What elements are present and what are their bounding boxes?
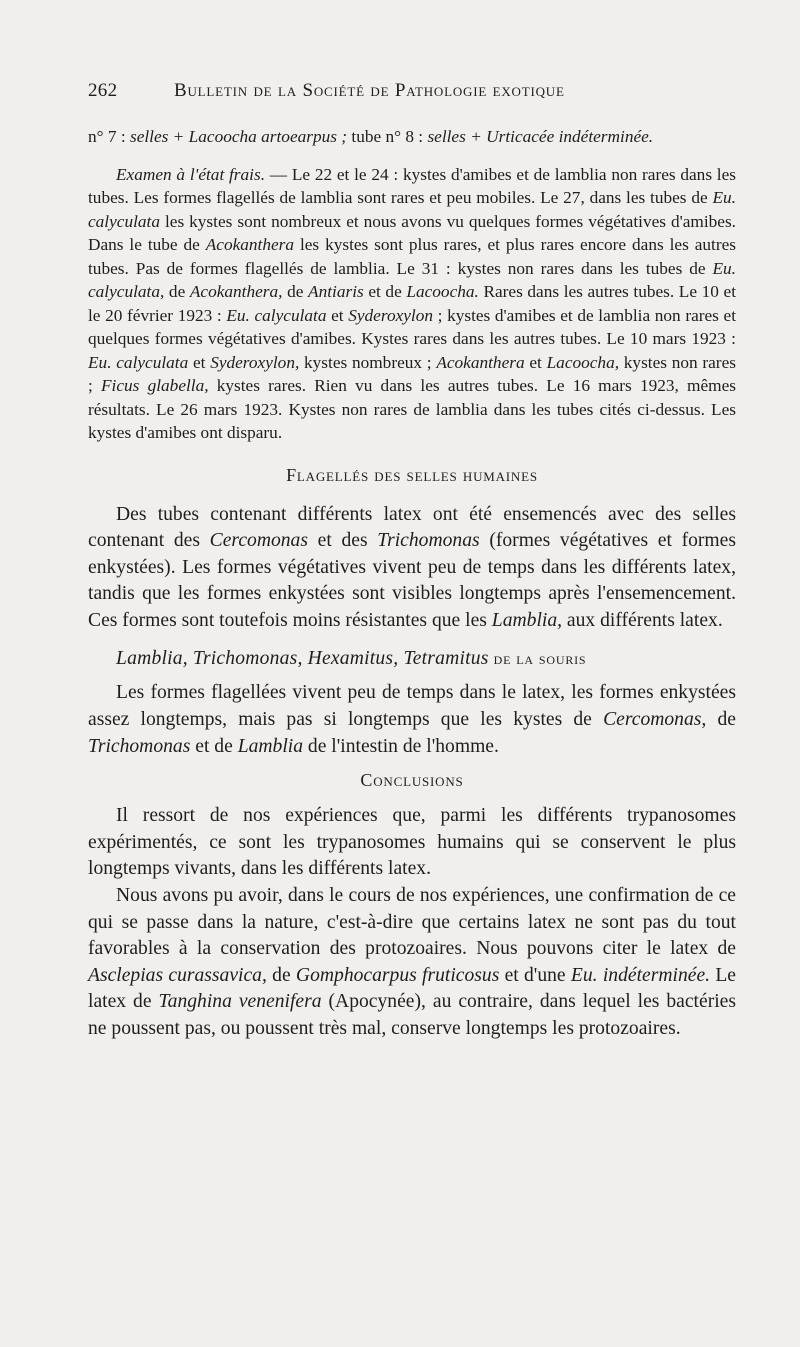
section-heading-souris: Lamblia, Trichomonas, Hexamitus, Tetramitus de la souris — [116, 648, 587, 670]
paragraph-tube-list: n° 7 : selles + Lacoocha artoearpus ; tube n° 8 : selles + Urticacée indéterminée. — [88, 127, 654, 146]
page-header — [88, 80, 748, 110]
page-number: 262 — [88, 80, 118, 101]
paragraph-conclusion-1: Il ressort de nos expériences que, parmi les différents trypanosomes expérimentés, ce sont les trypanosomes humains qui se conservent le plus longtemps vivants, dans les différents latex. — [88, 805, 736, 880]
paragraph-flagelles: Des tubes contenant différents latex ont été ensemencés avec des selles contenant des Cercomonas et des Trichomonas (formes végétatives et formes enkystées). Les formes végétatives vivent peu de temps dans les différents latex, tandis que les formes enkystées sont visibles longtemps après l'ensemencement. Ces formes sont toutefois moins résistantes que les Lamblia, aux différents latex. — [88, 503, 736, 631]
page-body — [88, 125, 736, 1043]
paragraph-examen: Examen à l'état frais. — Le 22 et le 24 : kystes d'amibes et de lamblia non rares dans les tubes. Les formes flagellés de lamblia sont rares et peu mobiles. Le 27, dans les tubes de Eu. calyculata les kystes sont nombreux et nous avons vu quelques formes végétatives d'amibes. Dans le tube de Acokanthera les kystes sont plus rares, et plus rares encore dans les autres tubes. Pas de formes flagellés de lamblia. Le 31 : kystes non rares dans les tubes de Eu. calyculata, de Acokanthera, de Antiaris et de Lacoocha. Rares dans les autres tubes. Le 10 et le 20 février 1923 : Eu. calyculata et Syderoxylon ; kystes d'amibes et de lamblia non rares et quelques formes végétatives d'amibes. Kystes rares dans les autres tubes. Le 10 mars 1923 : Eu. calyculata et Syderoxylon, kystes nombreux ; Acokanthera et Lacoocha, kystes non rares ; Ficus glabella, kystes rares. Rien vu dans les autres tubes. Le 16 mars 1923, mêmes résultats. Le 26 mars 1923. Kystes non rares de lamblia dans les tubes cités ci-dessus. Les kystes d'amibes ont disparu. — [88, 164, 737, 442]
running-title: Bulletin de la Société de Pathologie exotique — [174, 80, 565, 101]
section-heading-conclusions: Conclusions — [360, 770, 464, 791]
paragraph-conclusion-2: Nous avons pu avoir, dans le cours de nos expériences, une confirmation de ce qui se passe dans la nature, c'est-à-dire que certains latex ne sont pas du tout favorables à la conservation des protozoaires. Nous pouvons citer le latex de Asclepias curassavica, de Gomphocarpus fruticosus et d'une Eu. indéterminée. Le latex de Tanghina venenifera (Apocynée), au contraire, dans lequel les bactéries ne poussent pas, ou poussent très mal, conserve longtemps les protozoaires. — [88, 885, 736, 1039]
section-heading-flagelles: Flagellés des selles humaines — [286, 464, 538, 485]
paragraph-souris: Les formes flagellées vivent peu de temps dans le latex, les formes enkystées assez longtemps, mais pas si longtemps que les kystes de Cercomonas, de Trichomonas et de Lamblia de l'intestin de l'homme. — [88, 682, 736, 757]
